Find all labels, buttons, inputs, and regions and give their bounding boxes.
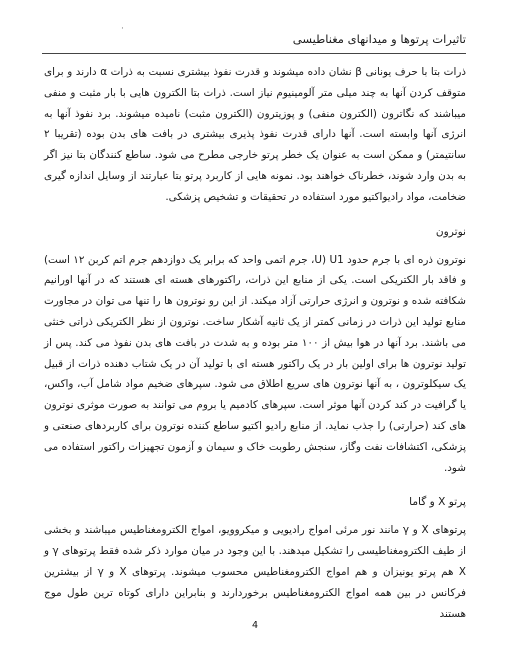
page-number: 4: [251, 620, 259, 631]
running-header: تاثیرات پرتوها و میدانهای مغناطیسی: [292, 32, 466, 46]
document-body: [44, 62, 466, 624]
section-heading-neutron: نوترون: [435, 225, 466, 238]
paragraph-xray-gamma: پرتوهای X و γ مانند نور مرئی امواج رادیویی و میکروویو، امواج الکترومغناطیس میباشند و بخشی از طیف الکترومغناطیسی را تشکیل میدهند. با این وجود در میان موارد ذکر شده فقط پرتوهای γ و X هم پرتو یونیزان و هم امواج الکترومغناطیس محسوب میشوند. پرتوهای X و γ از بیشترین فرکانس در بین همه امواج الکترومغناطیس برخوردارند و بنابراین دارای کوتاه ترین طول موج هستند: [44, 524, 467, 620]
paragraph-beta-particles: ذرات بتا با حرف یونانی β نشان داده میشوند و قدرت نفوذ بیشتری نسبت به ذرات α دارند و برای متوقف کردن آنها به چند میلی متر آلومینیوم نیاز است. ذرات بتا الکترون هایی با بار مثبت و منفی میباشند که نگاترون (الکترون منفی) و پوزیترون (الکترون مثبت) نامیده میشوند. برد نفوذ آنها به انرژی آنها وابسته است. آنها دارای قدرت نفوذ پذیری بیشتری در بافت های بدن بوده (تقریبا ۲ سانتیمتر) و ممکن است به عنوان یک خطر پرتو خارجی مطرح می شود. ساطع کنندگان بتا نیز اگر به بدن وارد شوند، خطرناک خواهند بود. نمونه هایی از کاربرد پرتو بتا عبارتند از وسایل اندازه گیری ضخامت، مواد رادیواکتیو مورد استفاده در تحقیقات و تشخیص پزشکی.: [44, 66, 466, 203]
header-divider: [42, 53, 466, 54]
section-heading-xray-gamma: پرتو X و گاما: [409, 496, 466, 509]
paragraph-neutron: نوترون ذره ای با جرم حدود U1 (U، جرم اتمی واحد که برابر یک دوازدهم جرم اتم کربن ۱۲ است) و فاقد بار الکتریکی است. یکی از منابع این ذرات، راکتورهای هسته ای هستند که در آنها اورانیم شکافته شده و نوترون و انرژی حرارتی آزاد میکند. از این رو نوترون ها را تنها می توان در مجاورت منابع تولید این ذرات در زمانی کمتر از یک ثانیه آشکار ساخت. نوترون از نظر الکتریکی ذراتی خنثی می باشند. برد آنها در هوا بیش از ۱۰۰ متر بوده و به شدت در بافت های بدن نفوذ می کند. پس از تولید نوترون ها برای اولین بار در یک راکتور هسته ای با تولید آن در یک شتاب دهنده ذرات از قبیل یک سیکلوترون ، به آنها نوترون های سریع اطلاق می شود. سپرهای ضخیم مواد شامل آب، واکس، یا گرافیت در کند کردن آنها موثر است. سپرهای کادمیم یا بروم می توانند به صورت موثری نوترون های کند (حرارتی) را جذب نماید. از منابع رادیو اکتیو ساطع کننده نوترون برای کاربردهای صنعتی و پزشکی، اکتشافات نفت وگاز، سنجش رطوبت خاک و سیمان و آزمون تجهیزات راکتور استفاده می شود.: [44, 253, 467, 474]
corner-mark: ·: [121, 24, 124, 34]
